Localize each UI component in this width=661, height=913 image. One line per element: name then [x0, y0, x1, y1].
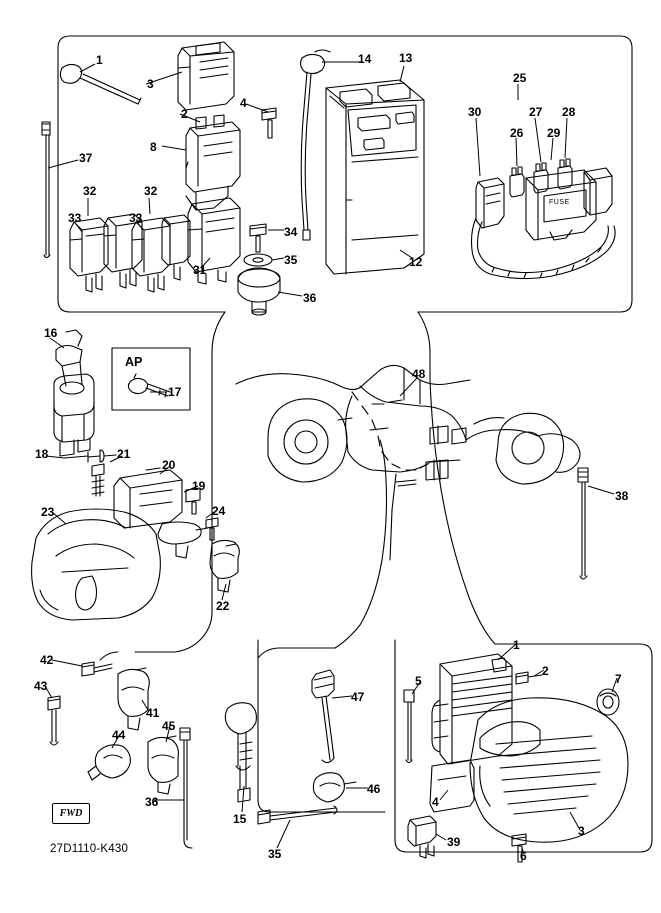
callout-47: 45 — [162, 719, 176, 733]
callout-30: 30 — [468, 105, 482, 119]
callout-33b: 33 — [129, 211, 143, 225]
callout-23: 23 — [41, 505, 55, 519]
callout-9: 2 — [181, 107, 188, 121]
ap-marker-label: AP — [125, 355, 143, 369]
callout-38: 36 — [145, 795, 159, 809]
callout-19: 19 — [192, 479, 206, 493]
callout-20: 20 — [162, 458, 176, 472]
callout-22: 22 — [216, 599, 230, 613]
callout-43: 41 — [146, 706, 160, 720]
callout-16: 16 — [44, 326, 58, 340]
callout-25-top: 25 — [513, 71, 527, 85]
callout-17: 17 — [168, 385, 182, 399]
callout-4: 4 — [432, 795, 439, 809]
fuse-box-text: FUSE — [549, 199, 570, 206]
callout-14: 14 — [358, 52, 372, 66]
callout-46: 44 — [112, 728, 126, 742]
callout-40: 38 — [615, 489, 629, 503]
callout-29: 29 — [547, 126, 561, 140]
callout-41: 39 — [447, 835, 461, 849]
callout-3: 3 — [578, 824, 585, 838]
callout-35: 34 — [284, 225, 298, 239]
callout-26: 26 — [510, 126, 524, 140]
callout-2: 2 — [542, 664, 549, 678]
callout-21: 21 — [117, 447, 131, 461]
callout-12: 12 — [409, 255, 423, 269]
fwd-direction-marker: FWD — [52, 803, 90, 824]
callout-45: 43 — [34, 679, 48, 693]
callout-13: 13 — [399, 51, 413, 65]
callout-1: 1 — [513, 638, 520, 652]
part-code-label: 27D1110-K430 — [50, 843, 129, 855]
callout-25-bike: 48 — [412, 367, 426, 381]
callout-5: 5 — [415, 674, 422, 688]
callout-39: 37 — [79, 151, 93, 165]
callout-6: 6 — [520, 849, 527, 863]
callout-33a: 33 — [68, 211, 82, 225]
callout-24: 24 — [212, 504, 226, 518]
callout-28: 28 — [562, 105, 576, 119]
callout-11: 4 — [240, 96, 247, 110]
callout-10: 3 — [147, 77, 154, 91]
callout-49: 47 — [351, 690, 365, 704]
callout-42: 1 — [96, 53, 103, 67]
callout-37: 35 — [268, 847, 282, 861]
callout-31: 31 — [193, 263, 207, 277]
callout-18: 18 — [35, 447, 49, 461]
callout-7: 7 — [615, 672, 622, 686]
callout-8: 8 — [150, 140, 157, 154]
callout-32b: 32 — [144, 184, 158, 198]
callout-44: 42 — [40, 653, 54, 667]
callout-48: 46 — [367, 782, 381, 796]
callout-34: 36 — [303, 291, 317, 305]
callout-27: 27 — [529, 105, 543, 119]
callout-36: 35 — [284, 253, 298, 267]
callout-32a: 32 — [83, 184, 97, 198]
callout-15: 15 — [233, 812, 247, 826]
